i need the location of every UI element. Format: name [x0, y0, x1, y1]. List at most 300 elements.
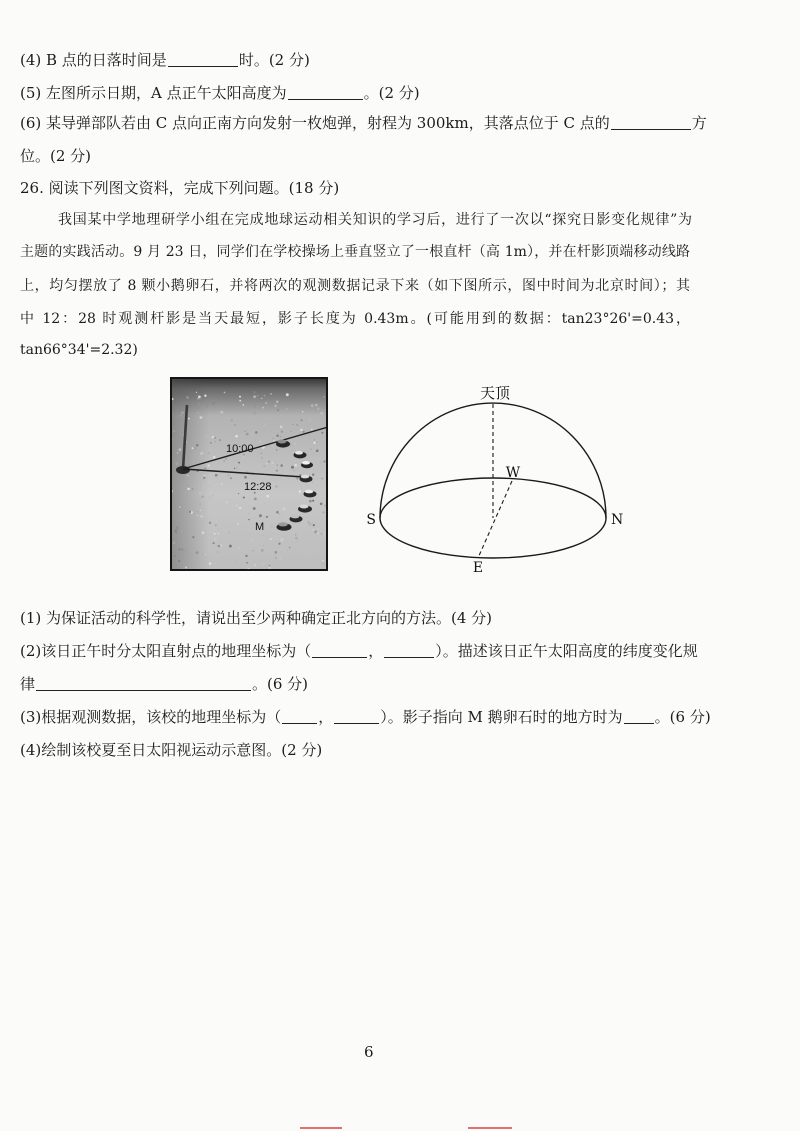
gravel-speck — [253, 395, 256, 398]
gravel-speck — [212, 495, 214, 497]
gravel-speck — [199, 416, 202, 419]
gravel-speck — [209, 485, 211, 487]
gravel-speck — [209, 496, 211, 498]
gravel-speck — [210, 442, 212, 444]
gravel-speck — [263, 545, 264, 546]
east-label: E — [472, 560, 484, 576]
answer-blank — [168, 52, 238, 67]
gravel-speck — [251, 434, 252, 435]
question-text: (4) B 点的日落时间是 — [20, 51, 167, 69]
gravel-speck — [234, 555, 236, 557]
gravel-speck — [302, 411, 303, 412]
gravel-speck — [178, 560, 180, 562]
gravel-speck — [266, 402, 267, 403]
gravel-speck — [275, 557, 277, 559]
gravel-speck — [264, 503, 265, 504]
gravel-speck — [231, 419, 233, 421]
gravel-speck — [287, 550, 288, 551]
time-label-1000: 10:00 — [226, 443, 254, 455]
gravel-speck — [273, 440, 275, 442]
question-text: 方 — [691, 114, 707, 132]
gravel-speck — [313, 441, 316, 444]
answer-blank — [282, 709, 317, 724]
gravel-speck — [213, 542, 215, 544]
gravel-speck — [179, 506, 181, 508]
question-26-2-continued — [20, 674, 308, 694]
gravel-speck — [294, 414, 296, 416]
gravel-speck — [300, 429, 303, 432]
gravel-speck — [240, 482, 241, 483]
gravel-speck — [316, 449, 319, 452]
question-25-6 — [20, 113, 707, 133]
celestial-hemisphere-diagram — [355, 378, 635, 578]
gravel-speck — [197, 398, 198, 399]
gravel-speck — [297, 469, 299, 471]
gravel-speck — [196, 412, 198, 414]
gravel-speck — [196, 444, 199, 447]
question-text: (6) 某导弹部队若由 C 点向正南方向发射一枚炮弹，射程为 300km，其落点位于 C 点的 — [20, 114, 610, 132]
gravel-speck — [303, 431, 305, 433]
gravel-speck — [183, 485, 185, 487]
gravel-speck — [286, 408, 287, 409]
gravel-speck — [322, 562, 325, 565]
gravel-speck — [322, 511, 324, 513]
gravel-speck — [200, 510, 201, 511]
gravel-speck — [320, 503, 323, 506]
gravel-speck — [267, 495, 270, 498]
gravel-speck — [276, 449, 277, 450]
gravel-speck — [218, 545, 221, 548]
gravel-speck — [261, 457, 263, 459]
gravel-speck — [179, 448, 182, 451]
gravel-speck — [261, 549, 264, 552]
gravel-speck — [254, 392, 255, 393]
gravel-speck — [207, 406, 208, 407]
gravel-speck — [290, 444, 291, 445]
gravel-speck — [313, 524, 315, 526]
gravel-speck — [221, 411, 224, 414]
gravel-speck — [275, 552, 277, 554]
gravel-speck — [301, 419, 303, 421]
gravel-speck — [275, 477, 278, 480]
question-26-2 — [20, 641, 698, 661]
question-text: ， — [318, 708, 334, 726]
gravel-speck — [269, 565, 271, 567]
gravel-speck — [294, 464, 297, 467]
pebble-label-m: M — [255, 521, 265, 533]
gravel-speck — [311, 404, 314, 407]
gravel-speck — [254, 564, 256, 566]
west-east-line — [478, 481, 512, 558]
gravel-speck — [257, 406, 258, 407]
gravel-speck — [277, 465, 278, 466]
gravel-speck — [250, 542, 251, 543]
gravel-speck — [314, 535, 315, 536]
gravel-speck — [281, 431, 283, 433]
gravel-speck — [276, 401, 279, 404]
gravel-speck — [234, 424, 236, 426]
gravel-speck — [321, 432, 323, 434]
gravel-speck — [173, 431, 174, 432]
gravel-speck — [236, 467, 237, 468]
gravel-speck — [306, 556, 307, 557]
gravel-speck — [215, 437, 216, 438]
gravel-speck — [307, 521, 310, 524]
gravel-speck — [230, 477, 232, 479]
gravel-speck — [196, 392, 197, 393]
gravel-speck — [308, 482, 310, 484]
question-text: ）。影子指向 M 鹅卵石时的地方时为 — [380, 708, 623, 726]
gravel-speck — [218, 533, 219, 534]
gravel-speck — [268, 566, 271, 569]
gravel-speck — [210, 531, 211, 532]
gravel-speck — [254, 543, 255, 544]
gravel-speck — [267, 476, 269, 478]
gravel-speck — [290, 431, 291, 432]
gravel-speck — [180, 414, 183, 417]
gravel-speck — [280, 436, 282, 438]
gravel-speck — [315, 404, 318, 407]
gravel-speck — [201, 496, 203, 498]
gravel-speck — [203, 486, 204, 487]
question-text: 律 — [20, 675, 36, 693]
answer-blank — [624, 709, 654, 724]
gravel-speck — [199, 503, 201, 505]
gravel-speck — [226, 502, 227, 503]
gravel-speck — [185, 566, 187, 568]
gravel-speck — [312, 473, 314, 475]
gravel-speck — [236, 560, 237, 561]
gravel-speck — [248, 513, 249, 514]
gravel-speck — [202, 561, 203, 562]
gravel-speck — [282, 507, 285, 510]
gravel-speck — [238, 462, 240, 464]
gravel-speck — [188, 486, 190, 488]
gravel-speck — [309, 523, 312, 526]
passage-line: 主题的实践活动。9 月 23 日，同学们在学校操场上垂直竖立了一根直杆（高 1m），并在杆影顶端移动线路 — [20, 244, 690, 260]
gravel-speck — [276, 486, 278, 488]
gravel-speck — [239, 507, 241, 509]
gravel-speck — [323, 532, 326, 535]
gravel-speck — [310, 448, 312, 450]
gravel-speck — [204, 434, 207, 437]
gravel-speck — [216, 551, 217, 552]
gravel-speck — [204, 475, 205, 476]
gravel-speck — [320, 412, 323, 415]
gravel-speck — [187, 475, 189, 477]
gravel-speck — [287, 531, 288, 532]
gravel-speck — [257, 395, 258, 396]
gravel-speck — [266, 516, 268, 518]
gravel-speck — [260, 441, 261, 442]
gravel-speck — [258, 501, 261, 504]
gravel-speck — [271, 462, 273, 464]
pole-shadow-photo — [170, 377, 328, 571]
passage-line: 我国某中学地理研学小组在完成地球运动相关知识的学习后，进行了一次以“探究日影变化规律”为 — [58, 212, 692, 228]
gravel-speck — [297, 424, 298, 425]
gravel-speck — [277, 409, 279, 411]
gravel-speck — [254, 497, 257, 500]
gravel-speck — [219, 439, 221, 441]
question-text: ， — [368, 642, 384, 660]
gravel-speck — [204, 395, 206, 397]
answer-blank — [36, 676, 251, 691]
gravel-speck — [181, 548, 184, 551]
gravel-speck — [322, 560, 324, 562]
gravel-speck — [272, 444, 275, 447]
gravel-speck — [238, 493, 239, 494]
gravel-speck — [175, 555, 176, 556]
gravel-speck — [246, 562, 248, 564]
gravel-speck — [239, 400, 241, 402]
gravel-speck — [254, 412, 255, 413]
gravel-speck — [245, 555, 247, 557]
gravel-speck — [289, 547, 291, 549]
answer-blank — [611, 115, 691, 130]
gravel-speck — [214, 552, 217, 555]
north-label: N — [611, 512, 624, 528]
gravel-speck — [325, 507, 326, 508]
scan-artifact — [300, 1127, 342, 1129]
question-text: 位。(2 分) — [20, 147, 92, 165]
gravel-speck — [207, 464, 209, 466]
gravel-speck — [209, 562, 211, 564]
gravel-speck — [215, 441, 216, 442]
gravel-speck — [276, 511, 279, 514]
question-26-1: (1) 为保证活动的科学性，请说出至少两种确定正北方向的方法。(4 分) — [20, 609, 493, 627]
gravel-speck — [230, 430, 231, 431]
gravel-speck — [270, 393, 272, 395]
gravel-speck — [276, 434, 278, 436]
gravel-speck — [291, 396, 293, 398]
gravel-speck — [259, 514, 262, 517]
gravel-speck — [263, 535, 265, 537]
gravel-speck — [317, 407, 319, 409]
gravel-speck — [216, 406, 218, 408]
zenith-label: 天顶 — [479, 384, 511, 402]
gravel-speck — [216, 521, 217, 522]
gravel-speck — [177, 452, 178, 453]
question-text: ）。描述该日正午太阳高度的纬度变化规 — [435, 642, 698, 660]
gravel-speck — [263, 563, 264, 564]
gravel-speck — [323, 396, 325, 398]
south-label: S — [366, 512, 376, 528]
gravel-speck — [209, 522, 212, 525]
gravel-speck — [199, 492, 202, 495]
answer-blank — [384, 643, 434, 658]
west-label: W — [505, 465, 521, 481]
gravel-speck — [314, 439, 315, 440]
gravel-speck — [295, 534, 296, 535]
gravel-speck — [274, 400, 276, 402]
gravel-speck — [213, 456, 216, 459]
gravel-speck — [173, 411, 174, 412]
gravel-speck — [247, 429, 248, 430]
gravel-speck — [214, 538, 217, 541]
gravel-speck — [175, 462, 178, 465]
gravel-speck — [172, 439, 174, 441]
gravel-speck — [225, 458, 227, 460]
question-25-4 — [20, 50, 310, 70]
gravel-speck — [208, 452, 210, 454]
gravel-speck — [321, 533, 323, 535]
gravel-speck — [241, 504, 242, 505]
question-text: (3)根据观测数据，该校的地理坐标为（ — [20, 708, 282, 726]
gravel-speck — [178, 549, 180, 551]
answer-blank — [334, 709, 379, 724]
gravel-speck — [311, 523, 312, 524]
gravel-speck — [266, 463, 267, 464]
gravel-speck — [192, 536, 194, 538]
gravel-speck — [293, 469, 296, 472]
gravel-speck — [234, 468, 236, 470]
passage-line: tan66°34'=2.32) — [20, 342, 138, 358]
question-26-heading: 26. 阅读下列图文资料，完成下列问题。(18 分) — [20, 179, 340, 197]
gravel-speck — [187, 488, 189, 490]
gravel-speck — [176, 533, 177, 534]
gravel-speck — [214, 484, 216, 486]
gravel-speck — [295, 537, 297, 539]
gravel-speck — [238, 547, 239, 548]
gravel-speck — [248, 519, 249, 520]
answer-blank — [288, 85, 363, 100]
gravel-speck — [320, 462, 321, 463]
gravel-speck — [198, 395, 201, 398]
gravel-speck — [188, 418, 190, 420]
gravel-speck — [278, 543, 280, 545]
gravel-speck — [317, 532, 319, 534]
question-25-6-continued — [20, 146, 91, 166]
gravel-speck — [246, 433, 249, 436]
gravel-speck — [255, 406, 256, 407]
gravel-speck — [198, 437, 200, 439]
gravel-speck — [239, 396, 241, 398]
gravel-speck — [268, 460, 271, 463]
gravel-speck — [255, 431, 258, 434]
gravel-speck — [274, 405, 277, 408]
gravel-speck — [248, 505, 249, 506]
gravel-speck — [311, 429, 313, 431]
question-text: 时。(2 分) — [238, 51, 310, 69]
gravel-speck — [227, 474, 230, 477]
gravel-speck — [196, 510, 198, 512]
gravel-speck — [209, 414, 210, 415]
gravel-speck — [200, 515, 202, 517]
scan-artifact — [468, 1127, 512, 1129]
gravel-speck — [221, 483, 223, 485]
gravel-speck — [251, 539, 253, 541]
question-25-5 — [20, 83, 420, 103]
passage-line: 中 12：28 时观测杆影是当天最短，影子长度为 0.43m。(可能用到的数据：tan23°26'=0.43， — [20, 311, 690, 327]
gravel-speck — [309, 500, 312, 503]
gravel-speck — [243, 496, 245, 498]
gravel-speck — [323, 460, 325, 462]
gravel-speck — [217, 528, 219, 530]
gravel-speck — [312, 482, 313, 483]
gravel-speck — [280, 464, 283, 467]
gravel-speck — [196, 394, 198, 396]
question-text: (2)该日正午时分太阳直射点的地理坐标为（ — [20, 642, 312, 660]
gravel-speck — [263, 465, 265, 467]
passage-line: 上，均匀摆放了 8 颗小鹅卵石，并将两次的观测数据记录下来（如下图所示，图中时间为北京时间）；其 — [20, 278, 690, 294]
gravel-speck — [241, 525, 242, 526]
gravel-speck — [192, 447, 194, 449]
gravel-speck — [205, 554, 206, 555]
gravel-speck — [244, 429, 245, 430]
gravel-speck — [312, 500, 314, 502]
gravel-speck — [298, 490, 301, 493]
gravel-speck — [215, 474, 218, 477]
gravel-speck — [286, 393, 289, 396]
gravel-speck — [235, 435, 238, 438]
gravel-speck — [280, 557, 282, 559]
gravel-speck — [186, 441, 187, 442]
gravel-speck — [260, 452, 262, 454]
gravel-speck — [197, 515, 198, 516]
gravel-speck — [274, 556, 276, 558]
gravel-speck — [261, 398, 262, 399]
gravel-speck — [277, 414, 278, 415]
gravel-speck — [202, 531, 205, 534]
question-text: 。(6 分) — [654, 708, 711, 726]
gravel-speck — [316, 442, 317, 443]
gravel-speck — [296, 448, 297, 449]
gravel-speck — [194, 447, 196, 449]
gravel-speck — [189, 511, 191, 513]
gravel-speck — [280, 538, 283, 541]
gravel-speck — [215, 532, 216, 533]
gravel-speck — [181, 530, 183, 532]
gravel-speck — [276, 469, 278, 471]
gravel-speck — [212, 436, 214, 438]
answer-blank — [312, 643, 367, 658]
gravel-speck — [203, 476, 206, 479]
gravel-speck — [192, 488, 194, 490]
question-text: 。(6 分) — [252, 675, 309, 693]
gravel-speck — [264, 395, 266, 397]
gravel-speck — [321, 478, 323, 480]
gravel-speck — [244, 431, 245, 432]
gravel-speck — [228, 531, 230, 533]
gravel-speck — [215, 524, 217, 526]
gravel-speck — [175, 531, 177, 533]
gravel-speck — [323, 475, 324, 476]
gravel-speck — [220, 544, 222, 546]
question-text: 。(2 分) — [363, 84, 420, 102]
gravel-speck — [293, 424, 294, 425]
gravel-speck — [243, 404, 245, 406]
gravel-speck — [186, 396, 189, 399]
gravel-speck — [294, 443, 296, 445]
gravel-speck — [308, 419, 311, 422]
gravel-speck — [176, 527, 179, 530]
gravel-speck — [295, 425, 296, 426]
gravel-speck — [270, 538, 272, 540]
gravel-speck — [212, 402, 215, 405]
gravel-speck — [181, 412, 183, 414]
gravel-speck — [253, 507, 256, 510]
gravel-speck — [196, 551, 199, 554]
question-text: (5) 左图所示日期，A 点正午太阳高度为 — [20, 84, 287, 102]
gravel-speck — [198, 404, 200, 406]
gravel-speck — [201, 452, 204, 455]
gravel-speck — [273, 438, 274, 439]
gravel-speck — [244, 476, 247, 479]
time-label-1228: 12:28 — [244, 481, 272, 493]
gravel-speck — [242, 456, 244, 458]
gravel-speck — [204, 467, 206, 469]
gravel-speck — [317, 528, 319, 530]
